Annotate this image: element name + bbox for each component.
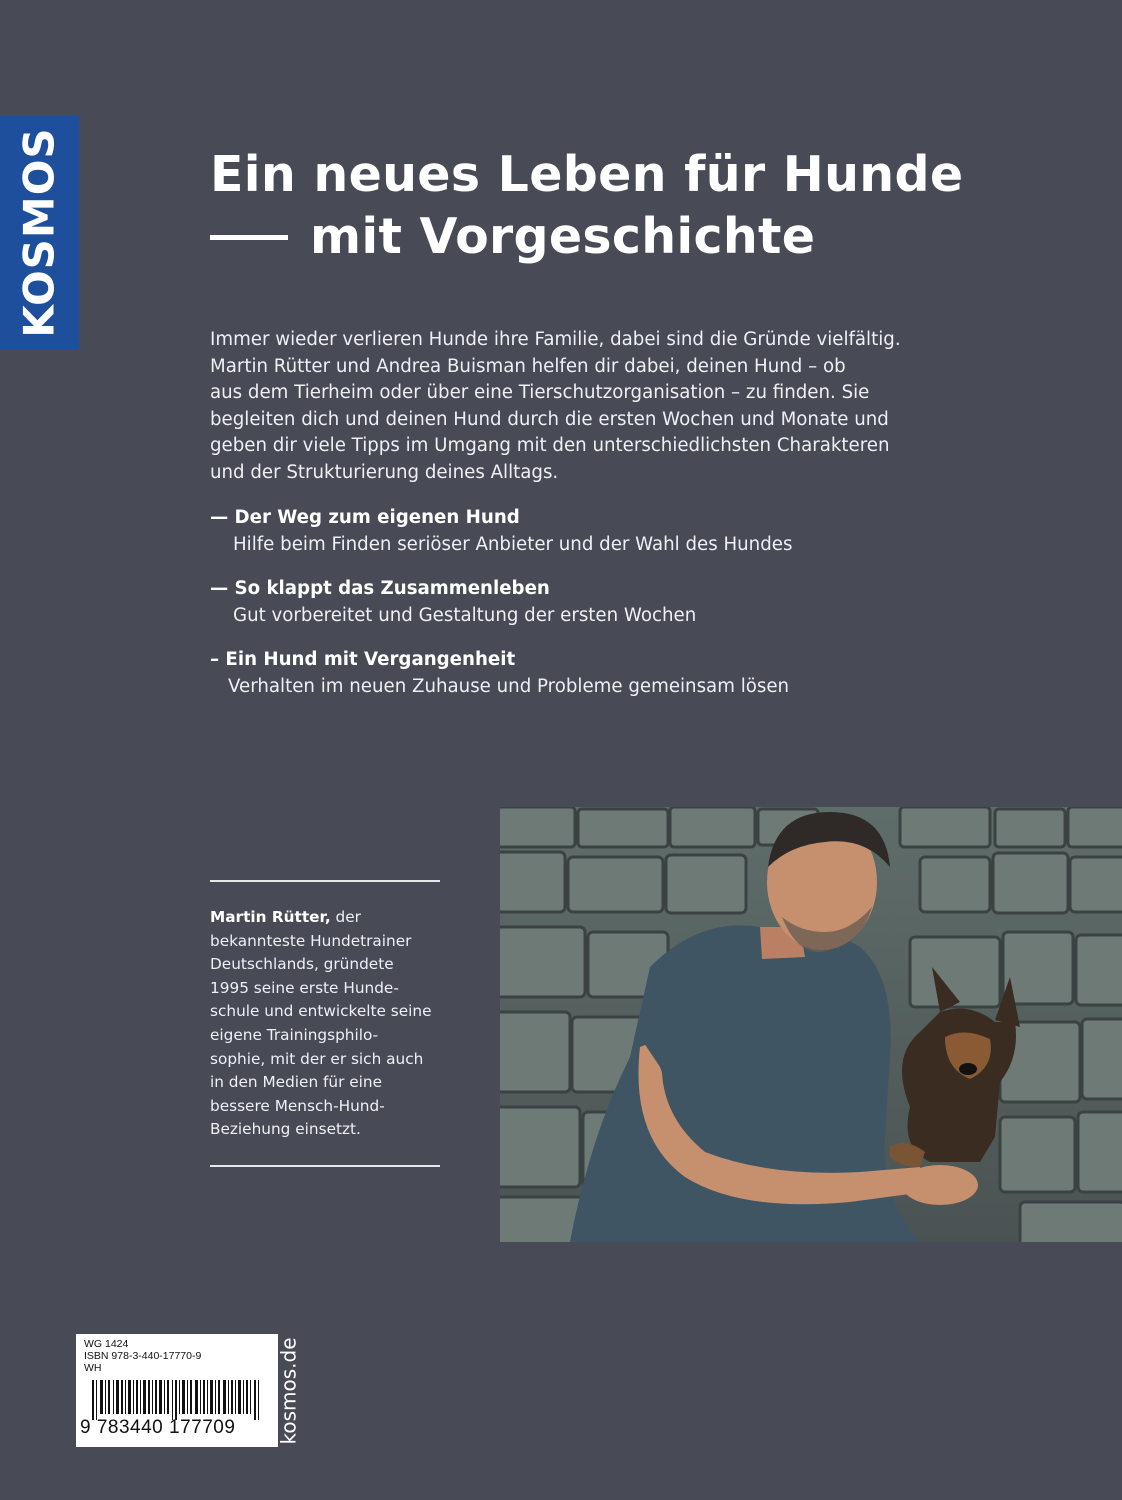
feature-item <box>210 505 930 558</box>
barcode-label <box>76 1334 278 1447</box>
headline <box>210 144 963 268</box>
bio-line: sophie, mit der er sich auch <box>210 1049 424 1068</box>
headline-dash <box>210 235 288 240</box>
intro-line: und der Strukturierung deines Alltags. <box>210 461 559 483</box>
feature-list <box>210 505 930 718</box>
feature-title: — Der Weg zum eigenen Hund <box>210 507 520 528</box>
bio-line: Beziehung einsetzt. <box>210 1120 361 1139</box>
kosmos-logo-tab <box>0 116 79 349</box>
feature-title: — So klappt das Zusammenleben <box>210 578 550 599</box>
author-with-dog-image <box>500 807 1122 1242</box>
bio-line: Deutschlands, gründete <box>210 955 394 974</box>
barcode-icon <box>92 1380 264 1420</box>
headline-line-2-wrap <box>210 206 963 268</box>
intro-line: aus dem Tierheim oder über eine Tierschutzorganisation – zu finden. Sie <box>210 382 870 403</box>
intro-line: Immer wieder verlieren Hunde ihre Familie, dabei sind die Gründe vielfältig. <box>210 329 901 350</box>
bio-line: bekannteste Hundetrainer <box>210 931 412 950</box>
feature-subtitle: Gut vorbereitet und Gestaltung der ersten Wochen <box>233 604 697 626</box>
intro-line: geben dir viele Tipps im Umgang mit den unterschiedlichsten Charakteren <box>210 435 890 456</box>
feature-title: – Ein Hund mit Vergangenheit <box>210 649 516 670</box>
author-name: Martin Rütter, <box>210 908 331 926</box>
bio-line: eigene Trainingsphilo- <box>210 1025 379 1044</box>
bio-line: bessere Mensch-Hund- <box>210 1096 385 1115</box>
author-photo <box>500 807 1122 1242</box>
barcode-digits: 9 783440 177709 <box>80 1417 236 1438</box>
publisher-url-text[interactable]: kosmos.de <box>277 1337 301 1445</box>
bio-line: 1995 seine erste Hunde- <box>210 978 399 997</box>
publisher-url[interactable] <box>277 1335 301 1447</box>
feature-item <box>210 647 930 700</box>
bio-line: schule und entwickelte seine <box>210 1002 432 1021</box>
intro-line: begleiten dich und deinen Hund durch die ersten Wochen und Monate und <box>210 408 889 430</box>
bio-line: in den Medien für eine <box>210 1073 383 1092</box>
wg-code: WG 1424 <box>84 1338 129 1350</box>
feature-subtitle: Hilfe beim Finden seriöser Anbieter und der Wahl des Hundes <box>233 533 793 555</box>
wh-code: WH <box>84 1362 102 1374</box>
intro-paragraph <box>210 327 930 486</box>
bio-bottom-rule <box>210 1165 440 1167</box>
intro-line: Martin Rütter und Andrea Buisman helfen dir dabei, deinen Hund – ob <box>210 355 846 377</box>
isbn-text: ISBN 978-3-440-17770-9 <box>84 1350 202 1362</box>
kosmos-logo-text: KOSMOS <box>15 127 64 338</box>
bio-text: der <box>330 908 361 926</box>
feature-item <box>210 576 930 629</box>
headline-line-2: mit Vorgeschichte <box>310 208 816 265</box>
headline-line-1: Ein neues Leben für Hunde <box>210 146 964 203</box>
bio-top-rule <box>210 880 440 882</box>
feature-subtitle: Verhalten im neuen Zuhause und Probleme gemeinsam lösen <box>228 675 790 697</box>
author-bio <box>210 906 450 1142</box>
